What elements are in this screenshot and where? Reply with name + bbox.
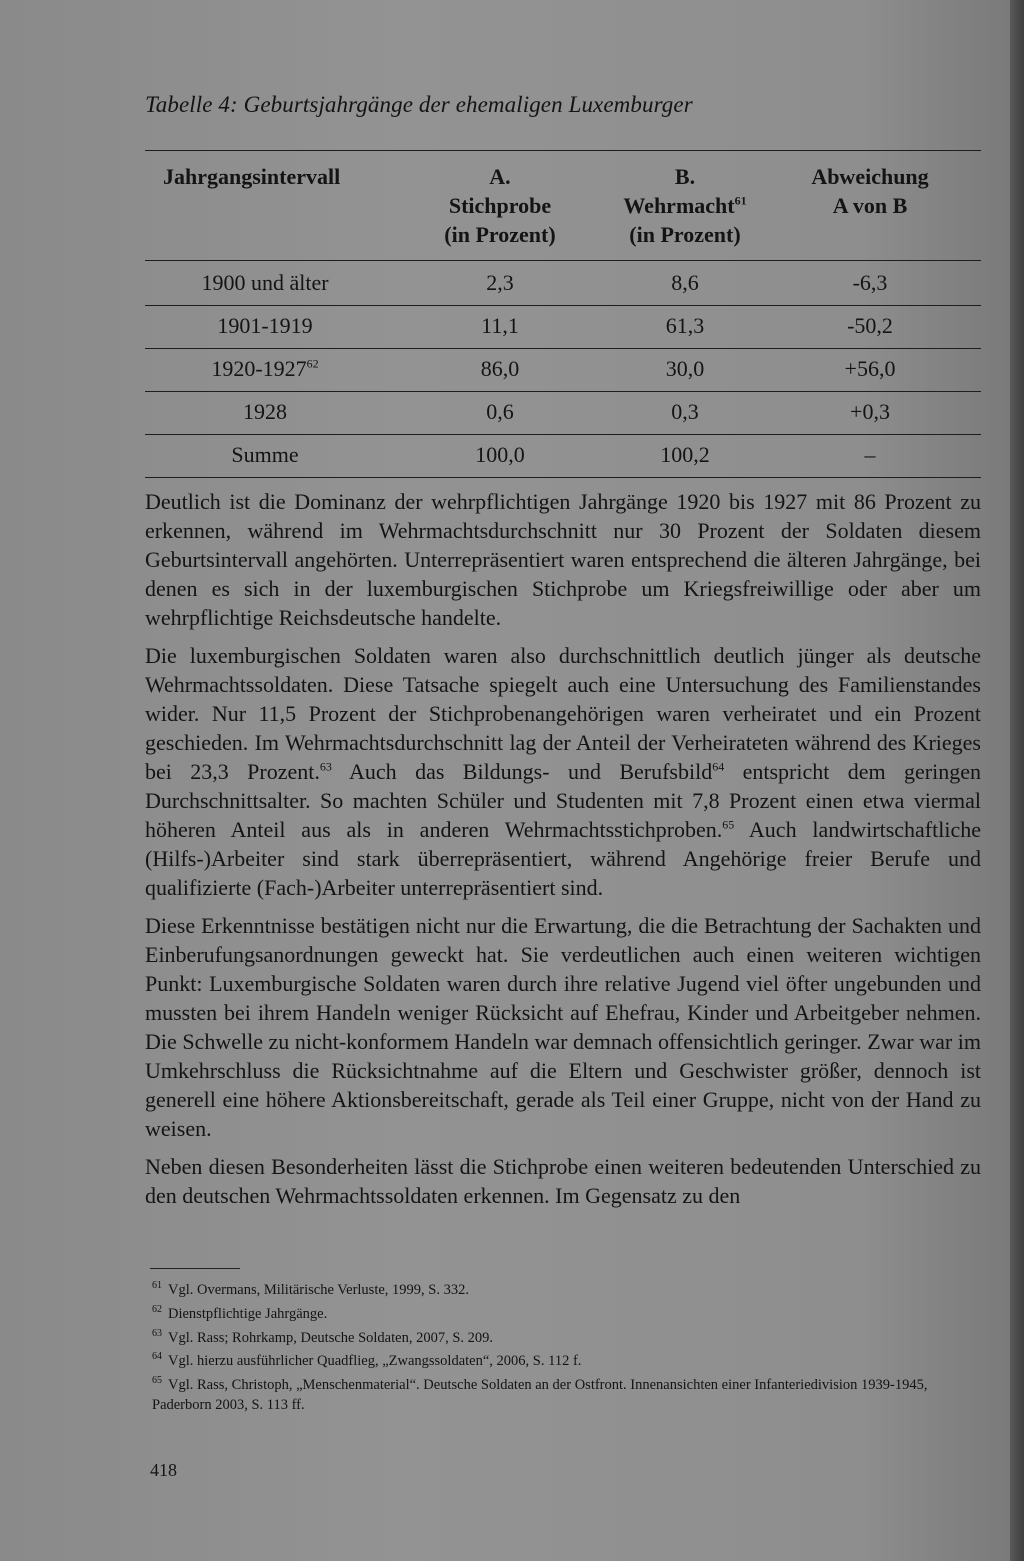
footnote-62: $^{62}$ Dienstpflichtige Jahrgänge. <box>152 1303 328 1322</box>
cell-wehrmacht-percent: 100,2 <box>660 442 710 467</box>
paragraph-2: Die luxemburgischen Soldaten waren also durchschnittlich deutlich jünger als deutsche Wehrmachtssoldaten. Diese Tatsache spiegelt auch eine Untersuchung des Familienstandes wider. Nur 11,5 Prozent der Stichprobenangehörigen waren verheiratet und ein Prozent geschieden. Im Wehrmachtsdurchschnitt lag der Anteil der Verheirateten während des Krieges bei 23,3 Prozent.$^{63}$ Auch das Bildungs- und Berufsbild$^{64}$ entspricht dem geringen Durchschnittsalter. So machten Schüler und Studenten mit 7,8 Prozent einen etwa viermal höheren Anteil aus als in anderen Wehrmachtsstichproben.$^{65}$ Auch landwirtschaftliche (Hilfs-)Arbeiter sind stark überrepräsentiert, während Angehörige freier Berufe und qualifizierte (Fach-)Arbeiter unterrepräsentiert sind. <box>145 643 982 900</box>
cell-sample-percent: 86,0 <box>480 356 520 381</box>
cell-deviation: +56,0 <box>844 356 896 381</box>
cell-interval: 1920-1927$^{62}$ <box>211 356 319 381</box>
cell-interval: 1928 <box>243 399 287 424</box>
cell-interval: 1901-1919 <box>217 313 313 338</box>
footnote-63: $^{63}$ Vgl. Rass; Rohrkamp, Deutsche Soldaten, 2007, S. 209. <box>152 1327 494 1346</box>
footnote-64: $^{64}$ Vgl. hierzu ausführlicher Quadflieg, „Zwangssoldaten“, 2006, S. 112 f. <box>152 1351 582 1370</box>
cell-interval: Summe <box>231 442 299 467</box>
row-rule <box>145 305 981 306</box>
cell-interval: 1900 und älter <box>201 270 329 295</box>
cell-sample-percent: 100,0 <box>475 442 525 467</box>
row-rule <box>145 391 981 392</box>
paragraph-4: Neben diesen Besonderheiten lässt die Stichprobe einen weiteren bedeutenden Unterschied zu den deutschen Wehrmachtssoldaten erkennen. Im Gegensatz zu den <box>145 1154 981 1208</box>
table-caption: Tabelle 4: Geburtsjahrgänge der ehemaligen Luxemburger <box>145 92 693 117</box>
book-gutter <box>1010 0 1024 1561</box>
body-text <box>145 487 981 1219</box>
footnote-61: $^{61}$ Vgl. Overmans, Militärische Verluste, 1999, S. 332. <box>152 1280 469 1298</box>
header-wehrmacht: B. Wehrmacht$^{61}$ (in Prozent) <box>623 164 747 247</box>
cell-deviation: – <box>864 442 876 467</box>
cell-sample-percent: 11,1 <box>481 313 519 338</box>
paragraph-1: Deutlich ist die Dominanz der wehrpflichtigen Jahrgänge 1920 bis 1927 mit 86 Prozent zu erkennen, während im Wehrmachtsdurchschnitt nur 30 Prozent der Soldaten diesem Geburtsintervall angehörten. Unterrepräsentiert waren entsprechend die älteren Jahrgänge, bei denen es sich in der luxemburgischen Stichprobe um Kriegsfreiwillige oder aber um wehrpflichtige Reichsdeutsche handelte. <box>145 489 981 630</box>
header-interval: Jahrgangsintervall <box>163 164 341 189</box>
footnote-divider <box>150 1268 240 1269</box>
page-number: 418 <box>150 1460 177 1480</box>
cell-sample-percent: 0,6 <box>486 399 514 424</box>
footnotes <box>152 1276 982 1415</box>
cell-wehrmacht-percent: 30,0 <box>665 356 705 381</box>
row-rule <box>145 477 981 478</box>
footnote-65: $^{65}$ Vgl. Rass, Christoph, „Menschenmaterial“. Deutsche Soldaten an der Ostfront. Innenansichten einer Infanteriedivision 1939-1945, Paderborn 2003, S. 113 ff. <box>152 1375 928 1414</box>
cell-deviation: -50,2 <box>847 313 893 338</box>
paragraph-3: Diese Erkenntnisse bestätigen nicht nur die Erwartung, die die Betrachtung der Sachakten und Einberufungsanordnungen geweckt hat. Sie verdeutlichen auch einen weiteren wichtigen Punkt: Luxemburgische Soldaten waren durch ihre relative Jugend viel öfter ungebunden und mussten bei ihrem Handeln weniger Rücksicht auf Ehefrau, Kinder und Arbeitgeber nehmen. Die Schwelle zu nicht-konformem Handeln war demnach offensichtlich geringer. Zwar war im Umkehrschluss die Rücksichtnahme auf die Eltern und Geschwister größer, dennoch ist generell eine höhere Aktionsbereitschaft, gerade als Teil einer Gruppe, nicht von der Hand zu weisen. <box>145 913 981 1141</box>
cell-wehrmacht-percent: 61,3 <box>665 313 705 338</box>
header-rule <box>145 260 981 261</box>
cell-deviation: -6,3 <box>852 270 888 295</box>
header-sample: A. Stichprobe (in Prozent) <box>444 164 556 247</box>
row-rule <box>145 348 981 349</box>
cell-deviation: +0,3 <box>850 399 890 424</box>
table-top-rule <box>145 150 981 151</box>
header-deviation: Abweichung A von B <box>811 164 929 218</box>
cell-wehrmacht-percent: 0,3 <box>671 399 699 424</box>
cell-wehrmacht-percent: 8,6 <box>671 270 699 295</box>
cell-sample-percent: 2,3 <box>486 270 514 295</box>
row-rule <box>145 434 981 435</box>
